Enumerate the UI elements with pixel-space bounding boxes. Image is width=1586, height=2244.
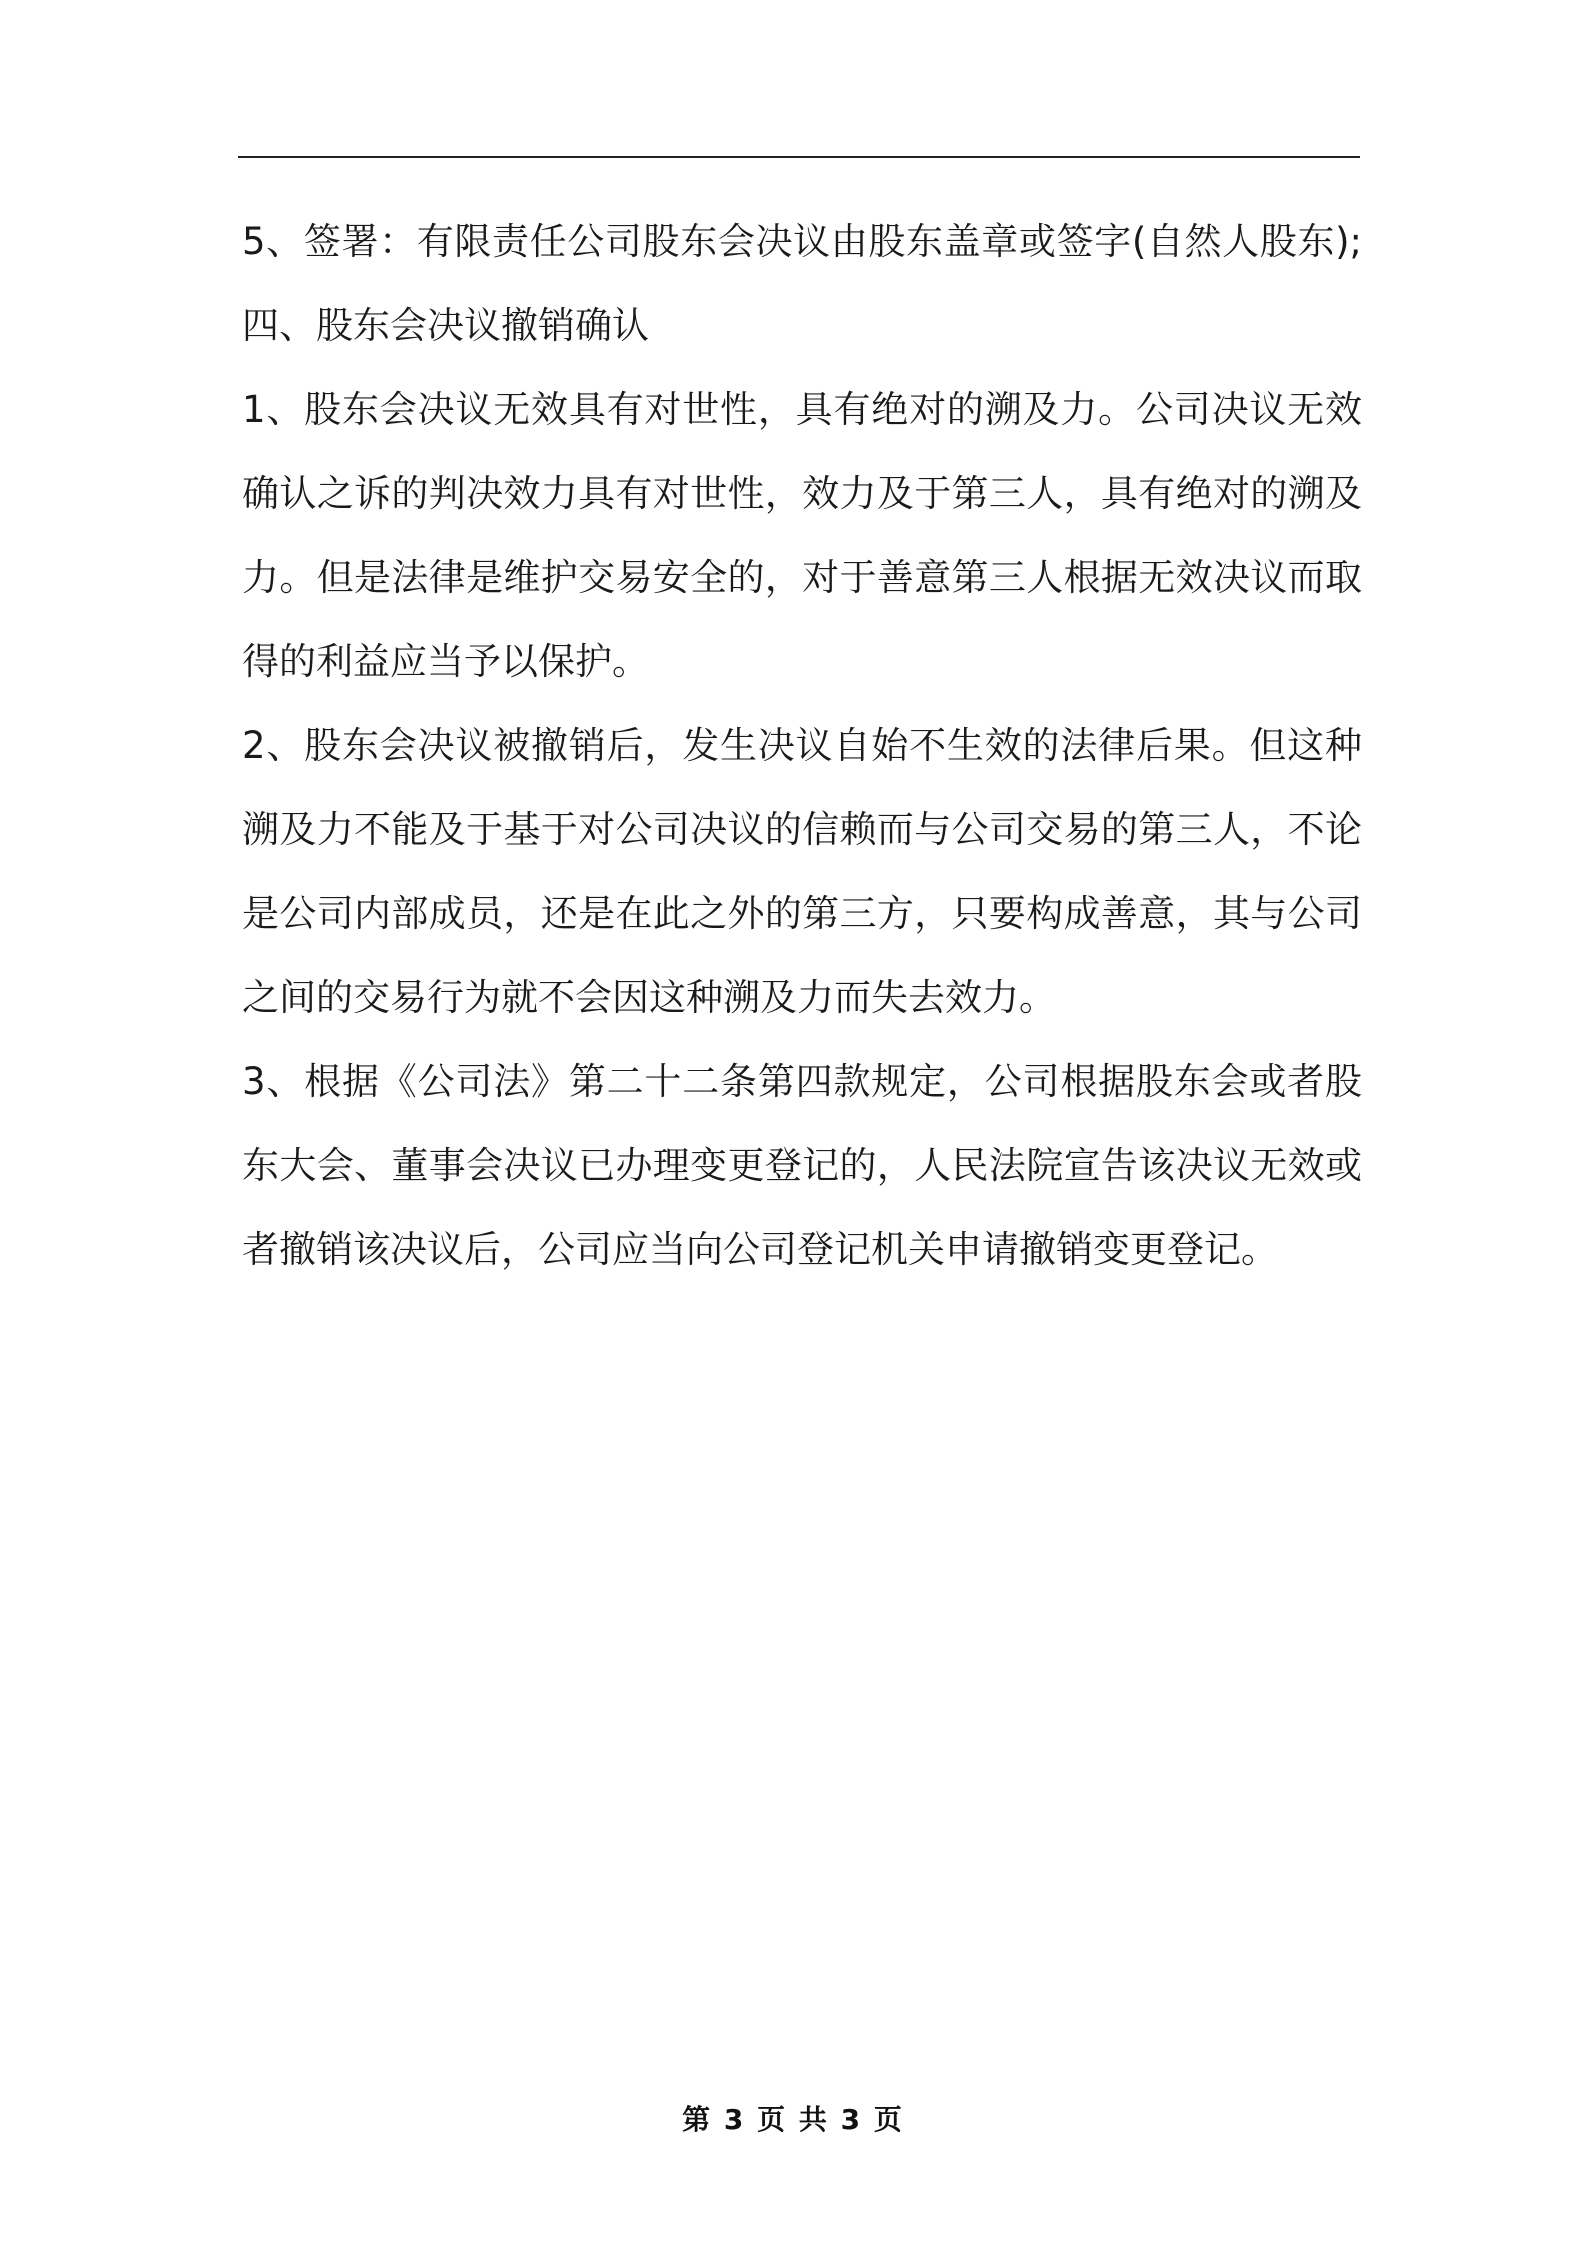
text-line: 3、根据《公司法》第二十二条第四款规定，公司根据股东会或者股	[242, 1060, 1362, 1103]
text-line: 2、股东会决议被撤销后，发生决议自始不生效的法律后果。但这种	[242, 724, 1362, 767]
page-number: 第 3 页 共 3 页	[682, 2103, 904, 2136]
text-line: 是公司内部成员，还是在此之外的第三方，只要构成善意，其与公司	[242, 892, 1362, 935]
section-heading: 四、股东会决议撤销确认	[242, 304, 649, 347]
text-line: 得的利益应当予以保护。	[242, 640, 649, 683]
document-body	[242, 200, 1362, 1292]
text-line: 东大会、董事会决议已办理变更登记的，人民法院宣告该决议无效或	[242, 1144, 1362, 1187]
text-line: 溯及力不能及于基于对公司决议的信赖而与公司交易的第三人，不论	[242, 808, 1362, 851]
text-line: 者撤销该决议后，公司应当向公司登记机关申请撤销变更登记。	[242, 1228, 1278, 1271]
text-line: 1、股东会决议无效具有对世性，具有绝对的溯及力。公司决议无效	[242, 388, 1362, 431]
header-rule	[238, 156, 1360, 158]
text-line: 之间的交易行为就不会因这种溯及力而失去效力。	[242, 976, 1056, 1019]
text-line: 力。但是法律是维护交易安全的，对于善意第三人根据无效决议而取	[242, 556, 1362, 599]
text-line: 5、签署：有限责任公司股东会决议由股东盖章或签字(自然人股东);	[242, 220, 1362, 263]
text-line: 确认之诉的判决效力具有对世性，效力及于第三人，具有绝对的溯及	[242, 472, 1362, 515]
